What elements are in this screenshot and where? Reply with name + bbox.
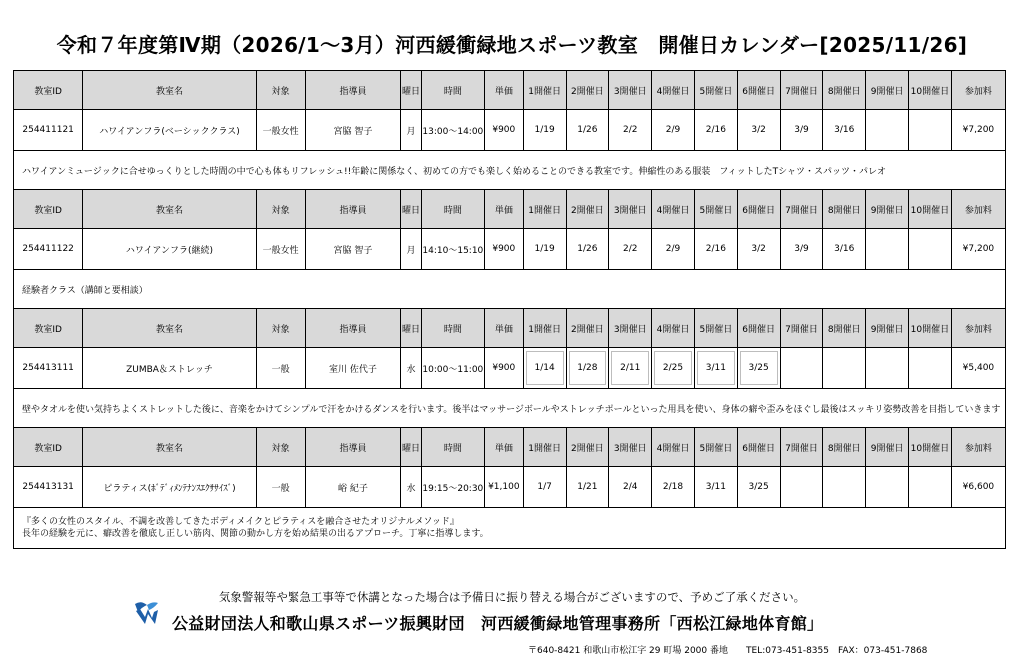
column-header: 8開催日 <box>823 309 866 348</box>
fee-cell: ¥6,600 <box>951 467 1005 508</box>
description-row <box>14 389 1006 428</box>
weekday-cell: 月 <box>401 110 421 151</box>
weather-notice: 気象警報等や緊急工事等で休講となった場合は予備日に振り替える場合がございますので、予めご了承ください。 <box>218 590 806 604</box>
column-header: 5開催日 <box>694 309 737 348</box>
column-header: 参加料 <box>951 190 1005 229</box>
table-header-row <box>14 428 1006 467</box>
address-contact: 〒640-8421 和歌山市松江字 29 町場 2000 番地 TEL:073-451-8355 FAX：073-451-7868 <box>528 646 928 656</box>
session-date-cell: 3/9 <box>780 110 823 151</box>
column-header: 8開催日 <box>823 71 866 110</box>
column-header: 教室ID <box>14 71 83 110</box>
target-cell: 一般 <box>256 348 305 389</box>
column-header: 曜日 <box>401 71 421 110</box>
session-date-cell <box>652 348 695 389</box>
fee-cell: ¥5,400 <box>951 348 1005 389</box>
column-header: 9開催日 <box>866 71 909 110</box>
session-date-cell <box>737 348 780 389</box>
column-header: 単価 <box>484 428 523 467</box>
column-header: 曜日 <box>401 428 421 467</box>
class-name-cell: ハワイアンフラ(継続) <box>83 229 256 270</box>
session-date-cell: 3/2 <box>737 229 780 270</box>
column-header: 3開催日 <box>609 309 652 348</box>
column-header: 10開催日 <box>909 190 952 229</box>
page-title: 令和７年度第Ⅳ期（2026/1～3月）河西緩衝緑地スポーツ教室 開催日カレンダー[2025/11/26] <box>56 33 968 57</box>
description-line: 長年の経験を元に、癖改善を徹底し正しい筋肉、関節の動かし方を始め結果の出るアプローチ。丁寧に指導します。 <box>22 529 489 539</box>
session-date-cell <box>909 110 952 151</box>
class-name-cell: ピラティス(ﾎﾞﾃﾞｨﾒﾝﾃﾅﾝｽｴｸｻｻｲｽﾞ) <box>83 467 256 508</box>
session-date-cell: 3/16 <box>823 110 866 151</box>
session-date-box: 1/28 <box>569 351 607 385</box>
column-header: 5開催日 <box>694 428 737 467</box>
target-cell: 一般女性 <box>256 229 305 270</box>
session-date-cell <box>909 467 952 508</box>
sports-foundation-logo-icon <box>131 598 161 626</box>
column-header: 単価 <box>484 309 523 348</box>
column-header: 指導員 <box>305 309 401 348</box>
column-header: 曜日 <box>401 309 421 348</box>
column-header: 6開催日 <box>737 309 780 348</box>
table-header-row <box>14 309 1006 348</box>
session-date-cell <box>909 348 952 389</box>
column-header: 6開催日 <box>737 71 780 110</box>
class-id-cell: 254413111 <box>14 348 83 389</box>
column-header: 教室名 <box>83 71 256 110</box>
class-description: ハワイアンミュージックに合せゆっくりとした時間の中で心も体もリフレッシュ!!年齢に関係なく、初めての方でも楽しく始めることのできる教室です。伸縮性のある服装 フィットしたTシャツ・スパッツ・パレオ <box>14 151 1006 190</box>
session-date-cell: 1/19 <box>523 229 566 270</box>
table-header-row <box>14 190 1006 229</box>
table-row <box>14 467 1006 508</box>
column-header: 時間 <box>421 309 484 348</box>
column-header: 4開催日 <box>652 190 695 229</box>
session-date-cell <box>823 348 866 389</box>
session-date-cell <box>866 348 909 389</box>
session-date-cell: 2/16 <box>694 229 737 270</box>
column-header: 対象 <box>256 309 305 348</box>
column-header: 時間 <box>421 71 484 110</box>
time-cell: 13:00～14:00 <box>421 110 484 151</box>
unit-price-cell: ¥900 <box>484 110 523 151</box>
session-date-box: 2/25 <box>654 351 692 385</box>
column-header: 5開催日 <box>694 71 737 110</box>
class-description: 経験者クラス（講師と要相談） <box>14 270 1006 309</box>
description-row <box>14 270 1006 309</box>
session-date-cell: 3/9 <box>780 229 823 270</box>
calendar-frame <box>13 70 1006 549</box>
session-date-cell <box>866 110 909 151</box>
column-header: 時間 <box>421 190 484 229</box>
weekday-cell: 水 <box>401 348 421 389</box>
column-header: 4開催日 <box>652 71 695 110</box>
column-header: 対象 <box>256 190 305 229</box>
column-header: 指導員 <box>305 428 401 467</box>
column-header: 曜日 <box>401 190 421 229</box>
column-header: 参加料 <box>951 309 1005 348</box>
fee-cell: ¥7,200 <box>951 110 1005 151</box>
session-date-cell <box>823 467 866 508</box>
session-date-cell: 2/2 <box>609 110 652 151</box>
session-date-cell: 3/11 <box>694 467 737 508</box>
class-description <box>14 508 1006 549</box>
description-row <box>14 508 1006 549</box>
column-header: 7開催日 <box>780 190 823 229</box>
column-header: 10開催日 <box>909 428 952 467</box>
column-header: 1開催日 <box>523 190 566 229</box>
time-cell: 14:10～15:10 <box>421 229 484 270</box>
column-header: 9開催日 <box>866 190 909 229</box>
weekday-cell: 月 <box>401 229 421 270</box>
target-cell: 一般 <box>256 467 305 508</box>
session-date-cell: 1/26 <box>566 110 609 151</box>
column-header: 2開催日 <box>566 190 609 229</box>
column-header: 2開催日 <box>566 71 609 110</box>
class-id-cell: 254413131 <box>14 467 83 508</box>
column-header: 1開催日 <box>523 428 566 467</box>
column-header: 教室名 <box>83 309 256 348</box>
column-header: 単価 <box>484 190 523 229</box>
column-header: 10開催日 <box>909 71 952 110</box>
organization-name: 公益財団法人和歌山県スポーツ振興財団 河西緩衝緑地管理事務所「西松江緑地体育館」 <box>172 614 824 633</box>
instructor-cell: 峪 紀子 <box>305 467 401 508</box>
session-date-cell <box>523 348 566 389</box>
column-header: 6開催日 <box>737 428 780 467</box>
column-header: 対象 <box>256 71 305 110</box>
session-date-cell <box>694 348 737 389</box>
session-date-cell: 2/18 <box>652 467 695 508</box>
column-header: 2開催日 <box>566 428 609 467</box>
column-header: 対象 <box>256 428 305 467</box>
instructor-cell: 室川 佐代子 <box>305 348 401 389</box>
class-description: 壁やタオルを使い気持ちよくストレットした後に、音楽をかけてシンプルで汗をかけるダンスを行います。後半はマッサージボールやストレッチポールといった用具を使い、身体の癖や歪みをほぐし最後はスッキリ姿勢改善を目指していきます <box>14 389 1006 428</box>
session-date-cell: 2/16 <box>694 110 737 151</box>
session-date-cell <box>780 467 823 508</box>
column-header: 教室ID <box>14 428 83 467</box>
column-header: 指導員 <box>305 71 401 110</box>
session-date-cell <box>566 348 609 389</box>
column-header: 教室名 <box>83 190 256 229</box>
session-date-cell: 1/19 <box>523 110 566 151</box>
session-date-cell <box>866 467 909 508</box>
column-header: 8開催日 <box>823 428 866 467</box>
time-cell: 10:00～11:00 <box>421 348 484 389</box>
class-id-cell: 254411122 <box>14 229 83 270</box>
column-header: 9開催日 <box>866 428 909 467</box>
weekday-cell: 水 <box>401 467 421 508</box>
session-date-cell <box>909 229 952 270</box>
column-header: 1開催日 <box>523 309 566 348</box>
session-date-cell: 2/9 <box>652 110 695 151</box>
session-date-box: 2/11 <box>611 351 649 385</box>
session-date-cell: 2/2 <box>609 229 652 270</box>
session-date-cell: 3/25 <box>737 467 780 508</box>
column-header: 参加料 <box>951 428 1005 467</box>
column-header: 10開催日 <box>909 309 952 348</box>
unit-price-cell: ¥1,100 <box>484 467 523 508</box>
column-header: 4開催日 <box>652 428 695 467</box>
column-header: 7開催日 <box>780 71 823 110</box>
time-cell: 19:15～20:30 <box>421 467 484 508</box>
session-date-cell: 2/9 <box>652 229 695 270</box>
column-header: 時間 <box>421 428 484 467</box>
column-header: 8開催日 <box>823 190 866 229</box>
unit-price-cell: ¥900 <box>484 229 523 270</box>
class-name-cell: ZUMBA＆ストレッチ <box>83 348 256 389</box>
target-cell: 一般女性 <box>256 110 305 151</box>
session-date-box: 3/11 <box>697 351 735 385</box>
session-date-box: 3/25 <box>740 351 778 385</box>
column-header: 6開催日 <box>737 190 780 229</box>
class-id-cell: 254411121 <box>14 110 83 151</box>
column-header: 7開催日 <box>780 309 823 348</box>
instructor-cell: 宮脇 智子 <box>305 229 401 270</box>
column-header: 指導員 <box>305 190 401 229</box>
description-line: 『多くの女性のスタイル、不調を改善してきたボディメイクとピラティスを融合させたオリジナルメソッド』 <box>22 517 459 527</box>
table-row <box>14 110 1006 151</box>
column-header: 単価 <box>484 71 523 110</box>
column-header: 1開催日 <box>523 71 566 110</box>
schedule-table <box>13 70 1006 549</box>
session-date-cell: 1/26 <box>566 229 609 270</box>
table-header-row <box>14 71 1006 110</box>
session-date-cell <box>866 229 909 270</box>
column-header: 3開催日 <box>609 190 652 229</box>
column-header: 4開催日 <box>652 309 695 348</box>
column-header: 参加料 <box>951 71 1005 110</box>
table-row <box>14 229 1006 270</box>
session-date-cell <box>609 348 652 389</box>
column-header: 5開催日 <box>694 190 737 229</box>
instructor-cell: 宮脇 智子 <box>305 110 401 151</box>
column-header: 教室ID <box>14 309 83 348</box>
column-header: 教室ID <box>14 190 83 229</box>
column-header: 3開催日 <box>609 71 652 110</box>
session-date-cell: 3/16 <box>823 229 866 270</box>
table-row <box>14 348 1006 389</box>
session-date-cell: 2/4 <box>609 467 652 508</box>
session-date-cell: 3/2 <box>737 110 780 151</box>
column-header: 2開催日 <box>566 309 609 348</box>
session-date-cell: 1/21 <box>566 467 609 508</box>
column-header: 教室名 <box>83 428 256 467</box>
session-date-box: 1/14 <box>526 351 564 385</box>
column-header: 3開催日 <box>609 428 652 467</box>
column-header: 7開催日 <box>780 428 823 467</box>
unit-price-cell: ¥900 <box>484 348 523 389</box>
column-header: 9開催日 <box>866 309 909 348</box>
description-row <box>14 151 1006 190</box>
class-name-cell: ハワイアンフラ(ベーシッククラス) <box>83 110 256 151</box>
fee-cell: ¥7,200 <box>951 229 1005 270</box>
session-date-cell: 1/7 <box>523 467 566 508</box>
session-date-cell <box>780 348 823 389</box>
